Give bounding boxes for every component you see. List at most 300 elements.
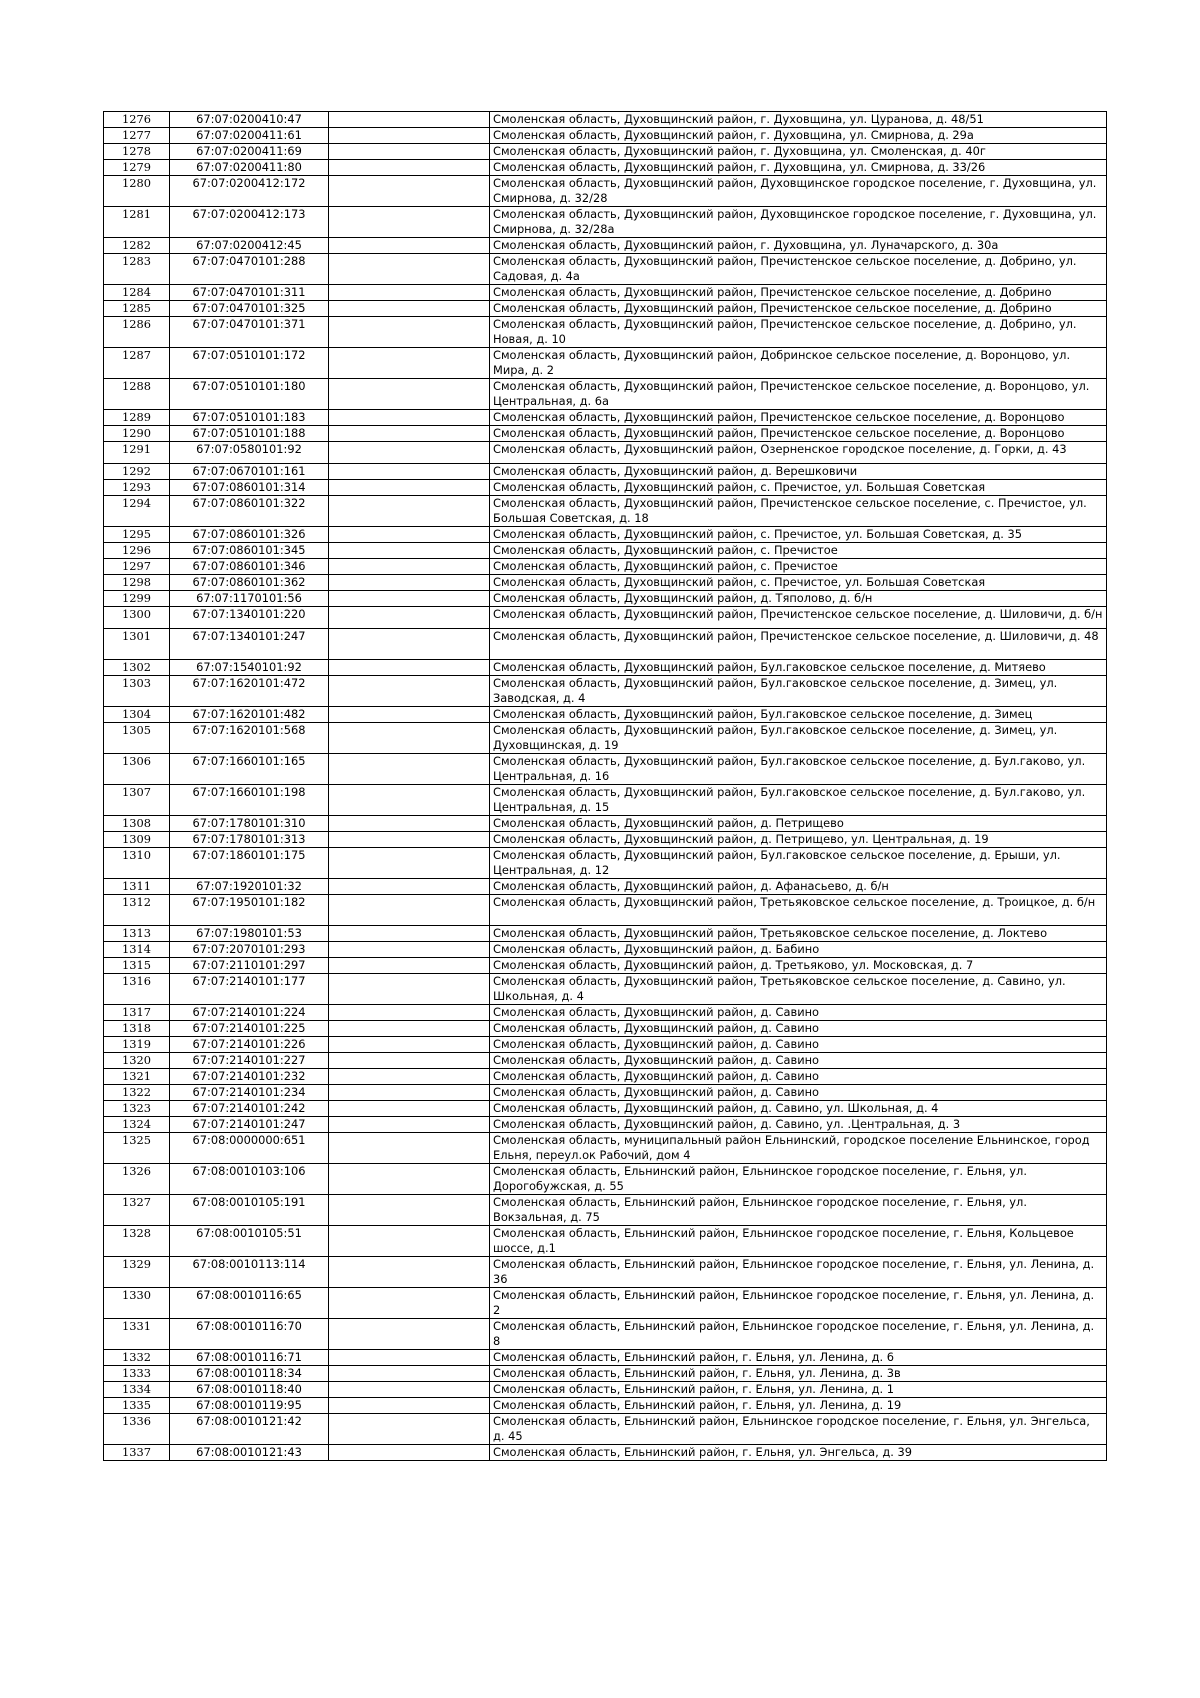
address: Смоленская область, Ельнинский район, Ельнинское городское поселение, г. Ельня, ул. Вокзальная, д. 75: [490, 1195, 1107, 1226]
empty-cell: [329, 348, 490, 379]
address: Смоленская область, Ельнинский район, Ельнинское городское поселение, г. Ельня, Кольцевое шоссе, д.1: [490, 1226, 1107, 1257]
empty-cell: [329, 575, 490, 591]
row-number: 1313: [104, 926, 170, 942]
row-number: 1276: [104, 112, 170, 128]
cadastral-number: 67:07:1620101:472: [170, 676, 329, 707]
cadastral-number: 67:07:2140101:226: [170, 1037, 329, 1053]
address: Смоленская область, Ельнинский район, г. Ельня, ул. Ленина, д. 1: [490, 1382, 1107, 1398]
row-number: 1291: [104, 442, 170, 464]
row-number: 1309: [104, 832, 170, 848]
empty-cell: [329, 464, 490, 480]
row-number: 1281: [104, 207, 170, 238]
address: Смоленская область, Духовщинский район, с. Пречистое, ул. Большая Советская: [490, 480, 1107, 496]
cadastral-number: 67:08:0010116:70: [170, 1319, 329, 1350]
empty-cell: [329, 1382, 490, 1398]
table-row: [104, 1319, 1107, 1350]
row-number: 1283: [104, 254, 170, 285]
row-number: 1334: [104, 1382, 170, 1398]
cadastral-number: 67:08:0010118:34: [170, 1366, 329, 1382]
table-row: [104, 1005, 1107, 1021]
cadastral-number: 67:07:0200411:80: [170, 160, 329, 176]
table-row: [104, 496, 1107, 527]
cadastral-number: 67:08:0000000:651: [170, 1133, 329, 1164]
cadastral-number: 67:07:0200412:172: [170, 176, 329, 207]
cadastral-number: 67:07:0470101:311: [170, 285, 329, 301]
cadastral-number: 67:07:0510101:183: [170, 410, 329, 426]
table-row: [104, 676, 1107, 707]
address: Смоленская область, Духовщинский район, Пречистенское сельское поселение, д. Воронцово: [490, 426, 1107, 442]
address: Смоленская область, Духовщинский район, Бул.гаковское сельское поселение, д. Бул.гаково, ул. Центральная, д. 16: [490, 754, 1107, 785]
row-number: 1312: [104, 895, 170, 926]
empty-cell: [329, 1319, 490, 1350]
table-row: [104, 926, 1107, 942]
property-table: [103, 111, 1107, 1461]
table-row: [104, 707, 1107, 723]
cadastral-number: 67:07:1980101:53: [170, 926, 329, 942]
cadastral-number: 67:07:0200410:47: [170, 112, 329, 128]
address: Смоленская область, Духовщинский район, г. Духовщина, ул. Луначарского, д. 30а: [490, 238, 1107, 254]
cadastral-number: 67:08:0010118:40: [170, 1382, 329, 1398]
empty-cell: [329, 723, 490, 754]
address: Смоленская область, Духовщинский район, Добринское сельское поселение, д. Воронцово, ул. Мира, д. 2: [490, 348, 1107, 379]
table-row: [104, 410, 1107, 426]
address: Смоленская область, Духовщинский район, Бул.гаковское сельское поселение, д. Зимец, ул. Духовщинская, д. 19: [490, 723, 1107, 754]
cadastral-number: 67:08:0010116:71: [170, 1350, 329, 1366]
cadastral-number: 67:07:1340101:247: [170, 629, 329, 660]
cadastral-number: 67:07:2110101:297: [170, 958, 329, 974]
table-row: [104, 207, 1107, 238]
table-row: [104, 1257, 1107, 1288]
cadastral-number: 67:07:2140101:232: [170, 1069, 329, 1085]
address: Смоленская область, Духовщинский район, Третьяковское сельское поселение, д. Савино, ул. Школьная, д. 4: [490, 974, 1107, 1005]
cadastral-number: 67:07:1660101:198: [170, 785, 329, 816]
table-row: [104, 348, 1107, 379]
table-row: [104, 1164, 1107, 1195]
empty-cell: [329, 1005, 490, 1021]
table-row: [104, 379, 1107, 410]
cadastral-number: 67:07:2140101:177: [170, 974, 329, 1005]
table-row: [104, 128, 1107, 144]
empty-cell: [329, 144, 490, 160]
empty-cell: [329, 1164, 490, 1195]
empty-cell: [329, 1085, 490, 1101]
table-row: [104, 958, 1107, 974]
empty-cell: [329, 1445, 490, 1461]
row-number: 1303: [104, 676, 170, 707]
address: Смоленская область, Ельнинский район, г. Ельня, ул. Ленина, д. 3в: [490, 1366, 1107, 1382]
empty-cell: [329, 895, 490, 926]
table-row: [104, 575, 1107, 591]
cadastral-number: 67:07:2140101:234: [170, 1085, 329, 1101]
table-row: [104, 1226, 1107, 1257]
address: Смоленская область, Духовщинский район, г. Духовщина, ул. Смирнова, д. 29а: [490, 128, 1107, 144]
empty-cell: [329, 1021, 490, 1037]
table-row: [104, 112, 1107, 128]
empty-cell: [329, 426, 490, 442]
table-row: [104, 285, 1107, 301]
address: Смоленская область, Духовщинский район, д. Савино: [490, 1021, 1107, 1037]
address: Смоленская область, Ельнинский район, Ельнинское городское поселение, г. Ельня, ул. Ленина, д. 8: [490, 1319, 1107, 1350]
row-number: 1290: [104, 426, 170, 442]
row-number: 1328: [104, 1226, 170, 1257]
address: Смоленская область, Духовщинский район, Бул.гаковское сельское поселение, д. Зимец: [490, 707, 1107, 723]
cadastral-number: 67:07:2140101:225: [170, 1021, 329, 1037]
cadastral-number: 67:07:0860101:322: [170, 496, 329, 527]
row-number: 1333: [104, 1366, 170, 1382]
address: Смоленская область, Духовщинский район, Третьяковское сельское поселение, д. Локтево: [490, 926, 1107, 942]
table-row: [104, 1101, 1107, 1117]
table-row: [104, 1445, 1107, 1461]
cadastral-number: 67:07:0860101:314: [170, 480, 329, 496]
address: Смоленская область, Духовщинский район, Духовщинское городское поселение, г. Духовщина, ул. Смирнова, д. 32/28а: [490, 207, 1107, 238]
table-row: [104, 254, 1107, 285]
table-row: [104, 480, 1107, 496]
row-number: 1279: [104, 160, 170, 176]
row-number: 1280: [104, 176, 170, 207]
table-row: [104, 543, 1107, 559]
row-number: 1316: [104, 974, 170, 1005]
cadastral-number: 67:08:0010103:106: [170, 1164, 329, 1195]
row-number: 1306: [104, 754, 170, 785]
empty-cell: [329, 379, 490, 410]
table-row: [104, 1350, 1107, 1366]
row-number: 1288: [104, 379, 170, 410]
table-row: [104, 1195, 1107, 1226]
address: Смоленская область, Ельнинский район, Ельнинское городское поселение, г. Ельня, ул. Ленина, д. 36: [490, 1257, 1107, 1288]
row-number: 1322: [104, 1085, 170, 1101]
empty-cell: [329, 1195, 490, 1226]
address: Смоленская область, Духовщинский район, д. Тяполово, д. б/н: [490, 591, 1107, 607]
cadastral-number: 67:07:2140101:227: [170, 1053, 329, 1069]
table-row: [104, 785, 1107, 816]
cadastral-number: 67:07:1950101:182: [170, 895, 329, 926]
row-number: 1330: [104, 1288, 170, 1319]
row-number: 1324: [104, 1117, 170, 1133]
empty-cell: [329, 1117, 490, 1133]
address: Смоленская область, Духовщинский район, Пречистенское сельское поселение, с. Пречистое, ул. Большая Советская, д. 18: [490, 496, 1107, 527]
empty-cell: [329, 1133, 490, 1164]
address: Смоленская область, Духовщинский район, Пречистенское сельское поселение, д. Шиловичи, д. б/н: [490, 607, 1107, 629]
row-number: 1292: [104, 464, 170, 480]
table-row: [104, 426, 1107, 442]
cadastral-number: 67:07:1780101:310: [170, 816, 329, 832]
row-number: 1282: [104, 238, 170, 254]
table-row: [104, 723, 1107, 754]
row-number: 1314: [104, 942, 170, 958]
row-number: 1295: [104, 527, 170, 543]
row-number: 1286: [104, 317, 170, 348]
empty-cell: [329, 176, 490, 207]
address: Смоленская область, Духовщинский район, с. Пречистое: [490, 559, 1107, 575]
row-number: 1297: [104, 559, 170, 575]
address: Смоленская область, Духовщинский район, с. Пречистое: [490, 543, 1107, 559]
table-row: [104, 144, 1107, 160]
address: Смоленская область, Ельнинский район, Ельнинское городское поселение, г. Ельня, ул. Дорогобужская, д. 55: [490, 1164, 1107, 1195]
row-number: 1294: [104, 496, 170, 527]
row-number: 1320: [104, 1053, 170, 1069]
table-row: [104, 1398, 1107, 1414]
table-row: [104, 160, 1107, 176]
empty-cell: [329, 660, 490, 676]
address: Смоленская область, Духовщинский район, Пречистенское сельское поселение, д. Шиловичи, д. 48: [490, 629, 1107, 660]
address: Смоленская область, Духовщинский район, г. Духовщина, ул. Смирнова, д. 33/26: [490, 160, 1107, 176]
empty-cell: [329, 942, 490, 958]
address: Смоленская область, Духовщинский район, г. Духовщина, ул. Смоленская, д. 40г: [490, 144, 1107, 160]
cadastral-number: 67:07:0860101:362: [170, 575, 329, 591]
row-number: 1317: [104, 1005, 170, 1021]
address: Смоленская область, Духовщинский район, Пречистенское сельское поселение, д. Добрино, ул. Садовая, д. 4а: [490, 254, 1107, 285]
cadastral-number: 67:07:0470101:371: [170, 317, 329, 348]
empty-cell: [329, 607, 490, 629]
empty-cell: [329, 879, 490, 895]
cadastral-number: 67:07:0580101:92: [170, 442, 329, 464]
cadastral-number: 67:07:0670101:161: [170, 464, 329, 480]
cadastral-number: 67:07:1340101:220: [170, 607, 329, 629]
table-row: [104, 660, 1107, 676]
cadastral-number: 67:07:0200412:173: [170, 207, 329, 238]
address: Смоленская область, Ельнинский район, г. Ельня, ул. Энгельса, д. 39: [490, 1445, 1107, 1461]
cadastral-number: 67:07:0860101:345: [170, 543, 329, 559]
table-row: [104, 527, 1107, 543]
empty-cell: [329, 543, 490, 559]
address: Смоленская область, Духовщинский район, Озерненское городское поселение, д. Горки, д. 43: [490, 442, 1107, 464]
cadastral-number: 67:07:0200411:69: [170, 144, 329, 160]
cadastral-number: 67:07:0510101:180: [170, 379, 329, 410]
cadastral-number: 67:07:0510101:172: [170, 348, 329, 379]
row-number: 1323: [104, 1101, 170, 1117]
cadastral-number: 67:07:0470101:288: [170, 254, 329, 285]
address: Смоленская область, Ельнинский район, Ельнинское городское поселение, г. Ельня, ул. Энгельса, д. 45: [490, 1414, 1107, 1445]
table-row: [104, 848, 1107, 879]
address: Смоленская область, Духовщинский район, Бул.гаковское сельское поселение, д. Бул.гаково, ул. Центральная, д. 15: [490, 785, 1107, 816]
table-row: [104, 754, 1107, 785]
table-row: [104, 629, 1107, 660]
row-number: 1296: [104, 543, 170, 559]
address: Смоленская область, Духовщинский район, д. Савино: [490, 1085, 1107, 1101]
row-number: 1298: [104, 575, 170, 591]
table-body: [104, 112, 1107, 1461]
empty-cell: [329, 1414, 490, 1445]
table-row: [104, 591, 1107, 607]
cadastral-number: 67:08:0010105:51: [170, 1226, 329, 1257]
address: Смоленская область, Духовщинский район, д. Петрищево: [490, 816, 1107, 832]
empty-cell: [329, 1350, 490, 1366]
cadastral-number: 67:07:2140101:224: [170, 1005, 329, 1021]
table-row: [104, 832, 1107, 848]
row-number: 1326: [104, 1164, 170, 1195]
empty-cell: [329, 1037, 490, 1053]
row-number: 1307: [104, 785, 170, 816]
table-row: [104, 1382, 1107, 1398]
address: Смоленская область, Духовщинский район, Пречистенское сельское поселение, д. Добрино: [490, 285, 1107, 301]
empty-cell: [329, 301, 490, 317]
row-number: 1318: [104, 1021, 170, 1037]
table-row: [104, 1117, 1107, 1133]
empty-cell: [329, 1366, 490, 1382]
empty-cell: [329, 1288, 490, 1319]
empty-cell: [329, 974, 490, 1005]
address: Смоленская область, Духовщинский район, Бул.гаковское сельское поселение, д. Зимец, ул. Заводская, д. 4: [490, 676, 1107, 707]
address: Смоленская область, Духовщинский район, д. Савино, ул. .Центральная, д. 3: [490, 1117, 1107, 1133]
address: Смоленская область, Духовщинский район, Духовщинское городское поселение, г. Духовщина, ул. Смирнова, д. 32/28: [490, 176, 1107, 207]
empty-cell: [329, 1069, 490, 1085]
cadastral-number: 67:07:1620101:568: [170, 723, 329, 754]
row-number: 1308: [104, 816, 170, 832]
address: Смоленская область, Духовщинский район, Бул.гаковское сельское поселение, д. Митяево: [490, 660, 1107, 676]
table-row: [104, 464, 1107, 480]
row-number: 1284: [104, 285, 170, 301]
table-row: [104, 176, 1107, 207]
address: Смоленская область, Духовщинский район, Пречистенское сельское поселение, д. Добрино, ул. Новая, д. 10: [490, 317, 1107, 348]
empty-cell: [329, 160, 490, 176]
row-number: 1277: [104, 128, 170, 144]
cadastral-number: 67:07:0860101:346: [170, 559, 329, 575]
cadastral-number: 67:08:0010113:114: [170, 1257, 329, 1288]
empty-cell: [329, 207, 490, 238]
table-row: [104, 974, 1107, 1005]
empty-cell: [329, 754, 490, 785]
empty-cell: [329, 410, 490, 426]
table-row: [104, 442, 1107, 464]
row-number: 1289: [104, 410, 170, 426]
empty-cell: [329, 832, 490, 848]
empty-cell: [329, 317, 490, 348]
table-row: [104, 879, 1107, 895]
table-row: [104, 607, 1107, 629]
row-number: 1293: [104, 480, 170, 496]
empty-cell: [329, 676, 490, 707]
empty-cell: [329, 1053, 490, 1069]
table-row: [104, 1288, 1107, 1319]
table-row: [104, 942, 1107, 958]
table-row: [104, 559, 1107, 575]
cadastral-number: 67:07:2140101:247: [170, 1117, 329, 1133]
row-number: 1335: [104, 1398, 170, 1414]
table-row: [104, 238, 1107, 254]
row-number: 1321: [104, 1069, 170, 1085]
address: Смоленская область, Духовщинский район, д. Афанасьево, д. б/н: [490, 879, 1107, 895]
row-number: 1304: [104, 707, 170, 723]
cadastral-number: 67:07:0200412:45: [170, 238, 329, 254]
cadastral-number: 67:07:0510101:188: [170, 426, 329, 442]
table-row: [104, 1366, 1107, 1382]
cadastral-number: 67:08:0010116:65: [170, 1288, 329, 1319]
empty-cell: [329, 707, 490, 723]
row-number: 1337: [104, 1445, 170, 1461]
address: Смоленская область, Ельнинский район, Ельнинское городское поселение, г. Ельня, ул. Ленина, д. 2: [490, 1288, 1107, 1319]
empty-cell: [329, 238, 490, 254]
table-row: [104, 1414, 1107, 1445]
cadastral-number: 67:08:0010119:95: [170, 1398, 329, 1414]
row-number: 1331: [104, 1319, 170, 1350]
cadastral-number: 67:07:0860101:326: [170, 527, 329, 543]
cadastral-number: 67:07:1170101:56: [170, 591, 329, 607]
cadastral-number: 67:08:0010121:42: [170, 1414, 329, 1445]
row-number: 1311: [104, 879, 170, 895]
cadastral-number: 67:07:1860101:175: [170, 848, 329, 879]
row-number: 1310: [104, 848, 170, 879]
empty-cell: [329, 442, 490, 464]
cadastral-number: 67:08:0010121:43: [170, 1445, 329, 1461]
address: Смоленская область, Духовщинский район, д. Третьяково, ул. Московская, д. 7: [490, 958, 1107, 974]
address: Смоленская область, Духовщинский район, д. Савино: [490, 1053, 1107, 1069]
address: Смоленская область, Духовщинский район, Пречистенское сельское поселение, д. Воронцово: [490, 410, 1107, 426]
cadastral-number: 67:08:0010105:191: [170, 1195, 329, 1226]
empty-cell: [329, 629, 490, 660]
table-row: [104, 1069, 1107, 1085]
address: Смоленская область, Духовщинский район, г. Духовщина, ул. Цуранова, д. 48/51: [490, 112, 1107, 128]
cadastral-number: 67:07:2070101:293: [170, 942, 329, 958]
address: Смоленская область, Духовщинский район, Бул.гаковское сельское поселение, д. Ерыши, ул. Центральная, д. 12: [490, 848, 1107, 879]
empty-cell: [329, 785, 490, 816]
cadastral-number: 67:07:1540101:92: [170, 660, 329, 676]
row-number: 1325: [104, 1133, 170, 1164]
address: Смоленская область, муниципальный район Ельнинский, городское поселение Ельнинское, город Ельня, переул.ок Рабочий, дом 4: [490, 1133, 1107, 1164]
address: Смоленская область, Духовщинский район, д. Савино, ул. Школьная, д. 4: [490, 1101, 1107, 1117]
row-number: 1299: [104, 591, 170, 607]
empty-cell: [329, 1257, 490, 1288]
cadastral-number: 67:07:1620101:482: [170, 707, 329, 723]
row-number: 1336: [104, 1414, 170, 1445]
empty-cell: [329, 496, 490, 527]
empty-cell: [329, 559, 490, 575]
address: Смоленская область, Духовщинский район, с. Пречистое, ул. Большая Советская: [490, 575, 1107, 591]
address: Смоленская область, Духовщинский район, д. Савино: [490, 1069, 1107, 1085]
table-row: [104, 816, 1107, 832]
address: Смоленская область, Ельнинский район, г. Ельня, ул. Ленина, д. 19: [490, 1398, 1107, 1414]
empty-cell: [329, 480, 490, 496]
table-row: [104, 301, 1107, 317]
empty-cell: [329, 958, 490, 974]
table-row: [104, 317, 1107, 348]
cadastral-number: 67:07:1660101:165: [170, 754, 329, 785]
address: Смоленская область, Духовщинский район, Пречистенское сельское поселение, д. Добрино: [490, 301, 1107, 317]
row-number: 1332: [104, 1350, 170, 1366]
address: Смоленская область, Духовщинский район, Третьяковское сельское поселение, д. Троицкое, д. б/н: [490, 895, 1107, 926]
table-row: [104, 895, 1107, 926]
address: Смоленская область, Ельнинский район, г. Ельня, ул. Ленина, д. 6: [490, 1350, 1107, 1366]
row-number: 1315: [104, 958, 170, 974]
row-number: 1319: [104, 1037, 170, 1053]
table-row: [104, 1021, 1107, 1037]
row-number: 1278: [104, 144, 170, 160]
row-number: 1302: [104, 660, 170, 676]
row-number: 1301: [104, 629, 170, 660]
empty-cell: [329, 591, 490, 607]
empty-cell: [329, 1101, 490, 1117]
cadastral-number: 67:07:0470101:325: [170, 301, 329, 317]
table-row: [104, 1085, 1107, 1101]
empty-cell: [329, 285, 490, 301]
address: Смоленская область, Духовщинский район, д. Савино: [490, 1005, 1107, 1021]
empty-cell: [329, 1398, 490, 1414]
empty-cell: [329, 848, 490, 879]
empty-cell: [329, 1226, 490, 1257]
cadastral-number: 67:07:1920101:32: [170, 879, 329, 895]
empty-cell: [329, 128, 490, 144]
address: Смоленская область, Духовщинский район, д. Савино: [490, 1037, 1107, 1053]
cadastral-number: 67:07:1780101:313: [170, 832, 329, 848]
table-row: [104, 1133, 1107, 1164]
address: Смоленская область, Духовщинский район, д. Верешковичи: [490, 464, 1107, 480]
address: Смоленская область, Духовщинский район, Пречистенское сельское поселение, д. Воронцово, ул. Центральная, д. 6а: [490, 379, 1107, 410]
row-number: 1285: [104, 301, 170, 317]
empty-cell: [329, 926, 490, 942]
address: Смоленская область, Духовщинский район, д. Бабино: [490, 942, 1107, 958]
address: Смоленская область, Духовщинский район, д. Петрищево, ул. Центральная, д. 19: [490, 832, 1107, 848]
empty-cell: [329, 816, 490, 832]
table-row: [104, 1053, 1107, 1069]
